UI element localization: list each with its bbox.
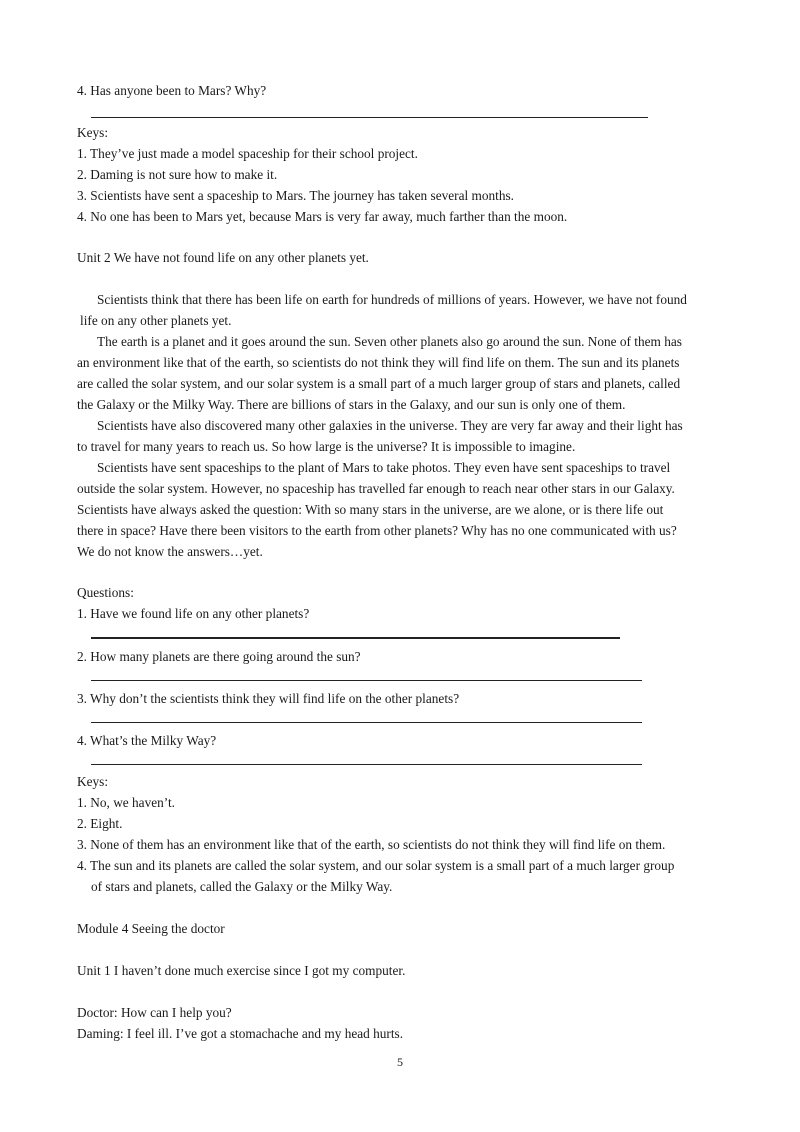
passage-line: Scientists have also discovered many other galaxies in the universe. They are very far away and their light has [97, 418, 683, 433]
passage-line: Scientists have always asked the question: With so many stars in the universe, are we alone, or is there life out [77, 502, 664, 517]
passage-line: there in space? Have there been visitors to the earth from other planets? Why has no one communicated with us? [77, 523, 677, 538]
key-item-continuation: of stars and planets, called the Galaxy or the Milky Way. [91, 879, 393, 894]
question-text: 4. What’s the Milky Way? [77, 733, 217, 748]
key-item: 3. Scientists have sent a spaceship to Mars. The journey has taken several months. [77, 188, 514, 203]
answer-blank-line [91, 680, 642, 681]
page-number: 5 [397, 1055, 403, 1069]
module-title: Module 4 Seeing the doctor [77, 921, 225, 936]
passage-line: Scientists think that there has been life on earth for hundreds of millions of years. However, we have not found [97, 292, 687, 307]
key-item: 2. Daming is not sure how to make it. [77, 167, 278, 182]
unit-title: Unit 2 We have not found life on any other planets yet. [77, 250, 369, 265]
questions-heading: Questions: [77, 585, 134, 600]
key-item: 4. The sun and its planets are called the solar system, and our solar system is a small part of a much larger group [77, 858, 675, 873]
key-item: 2. Eight. [77, 816, 123, 831]
passage-line: to travel for many years to reach us. So how large is the universe? It is impossible to imagine. [77, 439, 576, 454]
unit-title: Unit 1 I haven’t done much exercise since I got my computer. [77, 963, 406, 978]
passage-line: are called the solar system, and our solar system is a small part of a much larger group of stars and planets, called [77, 376, 681, 391]
question-text: 1. Have we found life on any other planets? [77, 606, 310, 621]
key-item: 1. They’ve just made a model spaceship for their school project. [77, 146, 418, 161]
keys-heading: Keys: [77, 125, 109, 140]
key-item: 3. None of them has an environment like that of the earth, so scientists do not think they will find life on them. [77, 837, 666, 852]
passage-line: the Galaxy or the Milky Way. There are billions of stars in the Galaxy, and our sun is only one of them. [77, 397, 626, 412]
question-text: 3. Why don’t the scientists think they will find life on the other planets? [77, 691, 460, 706]
key-item: 4. No one has been to Mars yet, because Mars is very far away, much farther than the moon. [77, 209, 568, 224]
passage-line: an environment like that of the earth, so scientists do not think they will find life on them. The sun and its planets [77, 355, 680, 370]
dialogue-line: Doctor: How can I help you? [77, 1005, 232, 1020]
passage-line: The earth is a planet and it goes around the sun. Seven other planets also go around the sun. None of them has [97, 334, 682, 349]
answer-blank-line [91, 117, 648, 118]
passage-line: We do not know the answers…yet. [77, 544, 263, 559]
passage-line: Scientists have sent spaceships to the plant of Mars to take photos. They even have sent spaceships to travel [97, 460, 671, 475]
answer-blank-line [91, 637, 620, 639]
answer-blank-line [91, 722, 642, 723]
question-text: 2. How many planets are there going around the sun? [77, 649, 361, 664]
keys-heading: Keys: [77, 774, 109, 789]
answer-blank-line [91, 764, 642, 765]
key-item: 1. No, we haven’t. [77, 795, 175, 810]
passage-line: outside the solar system. However, no spaceship has travelled far enough to reach near other stars in our Galaxy. [77, 481, 675, 496]
passage-line: life on any other planets yet. [80, 313, 232, 328]
question-text: 4. Has anyone been to Mars? Why? [77, 83, 267, 98]
dialogue-line: Daming: I feel ill. I’ve got a stomachache and my head hurts. [77, 1026, 404, 1041]
